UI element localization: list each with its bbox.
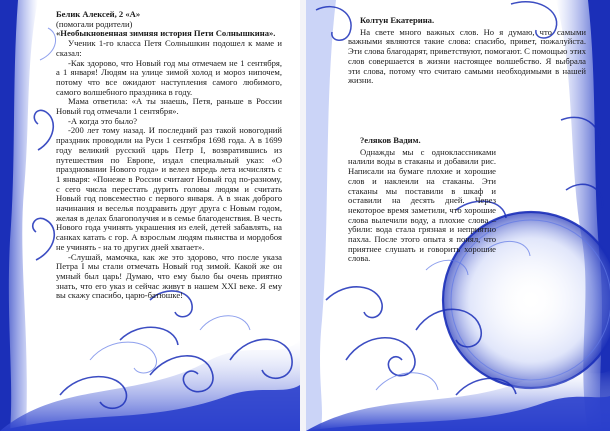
story-paragraph: -А когда это было? [68, 115, 138, 126]
story-paragraph: Ученик 1-го класса Петя Солнышкин подошел к маме и сказал: [56, 38, 282, 58]
essay-text: Однажды мы с одноклассниками налили воды в стаканы и добавили рис. Написали на бумаге плохие и хорошие слов и наклеили на стаканы. Эти стаканы мы поставили в шкаф и оставили на десять дней. Через некоторое время заметили, что хорошие слова вылечили воду, а плохие слова – убили: вода стала грязная и неприятно пахла. После этого опыта я понял, что приятнее слушать и говорить хорошие слова. [348, 146, 496, 264]
essay-koltun [348, 16, 586, 86]
essay-text: На свете много важных слов. Но я думаю, что самыми важными являются такие слова: спасибо, привет, пожалуйста. Эти слова благодарят, приветствуют, помогают. С помощью этих слов совершается в жизни настоящее волшебство. Я выбрала эти слова, потому что считаю самыми необходимыми в нашей жизни. [348, 26, 586, 86]
story-helpers: (помогали родители) [56, 18, 133, 29]
story-paragraph: -200 лет тому назад. И последний раз такой новогодний праздник проводили на Руси 1 сентября 1698 года. А в 1699 году великий русский царь Петр I, возвратившись из путешествия по Европе, издал специальный указ: «О праздновании Нового года» и велел впредь лета исчислять с 1 января: «Понеже в России считают Новый год по-разному, с сего числа перестать дурить головы людям и считать Новый год повсеместно с первого января. А в знак доброго начинания и веселья поздравить друг друга с Новым годом, желая в делах благополучия и в семье благоденствия. В честь Нового года учинять украшения из елей, детей забавлять, на санках катать с гор. А взрослым людям пьянства и мордобоя не учинять - на то других дней хватает». [56, 125, 282, 252]
essay-vadim [348, 136, 496, 264]
story-paragraph: -Как здорово, что Новый год мы отмечаем не 1 сентября, а 1 января! Людям на улице зимой холод и мороз нипочем, потому что все ожидают наступления самого любимого, самого волшебного праздника в году. [56, 57, 282, 97]
right-page [306, 0, 610, 431]
story-author: Белик Алексей, 2 «А» [56, 9, 141, 19]
essay-author: ?еляков Вадим. [360, 135, 421, 145]
story-paragraph: Мама ответила: «А ты знаешь, Петя, раньше в России Новый год отмечали 1 сентября». [56, 96, 282, 117]
story-block [56, 10, 282, 301]
story-title: «Необыкновенная зимняя история Пети Солнышкина». [56, 28, 276, 39]
left-page [0, 0, 300, 431]
story-paragraph: -Слушай, мамочка, как же это здорово, что после указа Петра I мы стали отмечать Новый год зимой. Какой же он умный был царь! Думаю, что ему было бы очень приятно знать, что его указ и сейчас живут в нашем XXI веке. Я ему вы скажу спасибо, царю-батюшке! [56, 251, 282, 301]
essay-author: Колтун Екатерина. [360, 15, 435, 25]
